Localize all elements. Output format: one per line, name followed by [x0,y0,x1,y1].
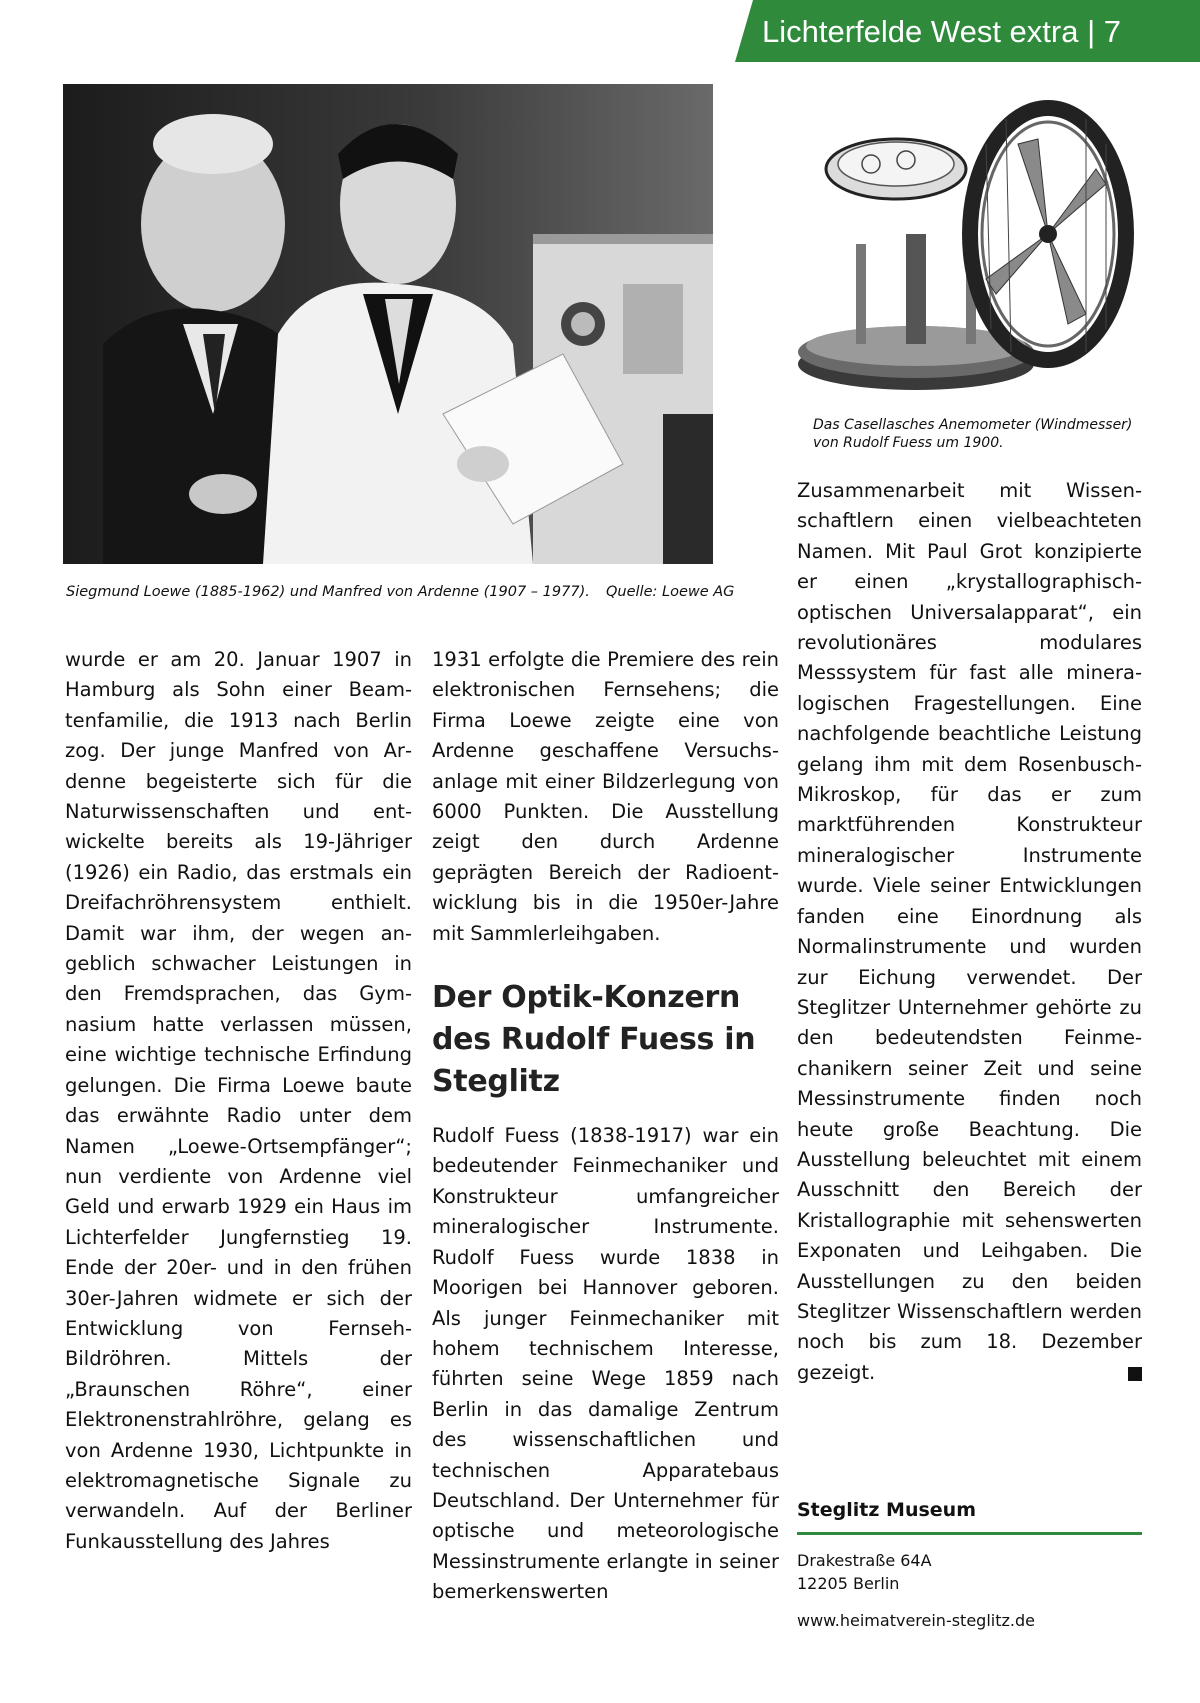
article-column-2 [432,645,779,1675]
end-mark-icon [1128,1367,1142,1381]
page-header-title: Lichterfelde West extra | 7 [762,14,1121,49]
infobox-url[interactable]: www.heimatverein-steglitz.de [797,1611,1035,1630]
article-paragraph: wurde er am 20. Januar 1907 in Hamburg als Sohn einer Beamtenfamilie, die 1913 nach Berlin zog. Der junge Manfred von Ardenne begeisterte sich für die Naturwissenschaften und entwickelte bereits als 19-Jähriger (1926) ein Radio, das erstmals ein Dreifachröhrensystem enthielt. Damit war ihm, der wegen angeblich schwacher Leistungen in den Fremdsprachen, das Gymnasium hatte verlassen müssen, eine wichtige technische Erfindung gelungen. Die Firma Loewe baute das erwähnte Radio unter dem Namen „Loewe-Ortsempfänger“; nun verdiente von Ardenne viel Geld und erwarb 1929 ein Haus im Lichterfelder Jungfernstieg 19. Ende der 20er- und in den frühen 30er-Jahren widmete er sich der Entwicklung von Fernseh-Bildröhren. Mittels der „Braunschen Röhre“, einer Elektronenstrahlröhre, gelang es von Ardenne 1930, Lichtpunkte in elektromagnetische Signale zu verwandeln. Auf der Berliner Funkausstellung des Jahres [65,648,412,1553]
main-photo-caption: Siegmund Loewe (1885-1962) und Manfred von Ardenne (1907 – 1977). [66,584,590,600]
article-column-3 [797,476,1142,1476]
infobox-title: Steglitz Museum [797,1496,1142,1535]
museum-infobox [797,1496,1142,1632]
infobox-street: Drakestraße 64A [797,1551,932,1570]
anemometer-illustration [786,84,1142,398]
article-paragraph: Zusammenarbeit mit Wissenschaftlern einen vielbeachteten Namen. Mit Paul Grot konzipierte er einen „krystallographisch-optischen Universalapparat“, ein revolutionäres modulares Messsystem für fast alle mineralogischen Fragestellungen. Eine nachfolgende beachtliche Leistung gelang ihm mit dem Rosenbusch-Mikroskop, für das er zum marktführenden Konstrukteur mineralogischer Instrumente wurde. Viele seiner Entwicklungen fanden eine Einordnung als Normalinstrumente und wurden zur Eichung verwendet. Der Steglitzer Unternehmer gehörte zu den bedeutendsten Feinmechanikern seiner Zeit und seine Messinstrumente finden noch heute große Beachtung. Die Ausstellung beleuchtet mit einem Ausschnitt den Bereich der Kristallographie mit sehenswerten Exponaten und Leihgaben. Die Ausstellungen zu den beiden Steglitzer Wissenschaftlern werden noch bis zum 18. Dezember gezeigt. [797,479,1142,1384]
infobox-city: 12205 Berlin [797,1574,900,1593]
section-subheading: Der Optik-Konzern des Rudolf Fuess in Steglitz [432,980,756,1100]
article-column-1 [65,645,412,1675]
article-paragraph: Rudolf Fuess (1838-1917) war ein bedeutender Feinmechaniker und Konstrukteur umfangreicher mineralogischer Instrumente. Rudolf Fuess wurde 1838 in Moorigen bei Hannover geboren. Als junger Feinmechaniker mit hohem technischem Interesse, führten seine Wege 1859 nach Berlin in das damalige Zentrum des wissenschaftlichen und technischen Apparatebaus Deutschland. Der Unternehmer für optische und meteorologische Messinstrumente erlangte in seiner bemerkenswerten [432,1124,779,1604]
article-paragraph: 1931 erfolgte die Premiere des rein elektronischen Fernsehens; die Firma Loewe zeigte eine von Ardenne geschaffene Versuchsanlage mit einer Bildzerlegung von 6000 Punkten. Die Ausstellung zeigt den durch Ardenne geprägten Bereich der Radioentwicklung bis in die 1950er-Jahre mit Sammlerleihgaben. [432,648,779,945]
anemometer-caption-line2: von Rudolf Fuess um 1900. [813,435,1004,451]
main-photo [63,84,713,564]
main-photo-credit: Quelle: Loewe AG [606,584,735,600]
anemometer-caption-line1: Das Casellasches Anemometer (Windmesser) [813,417,1133,433]
